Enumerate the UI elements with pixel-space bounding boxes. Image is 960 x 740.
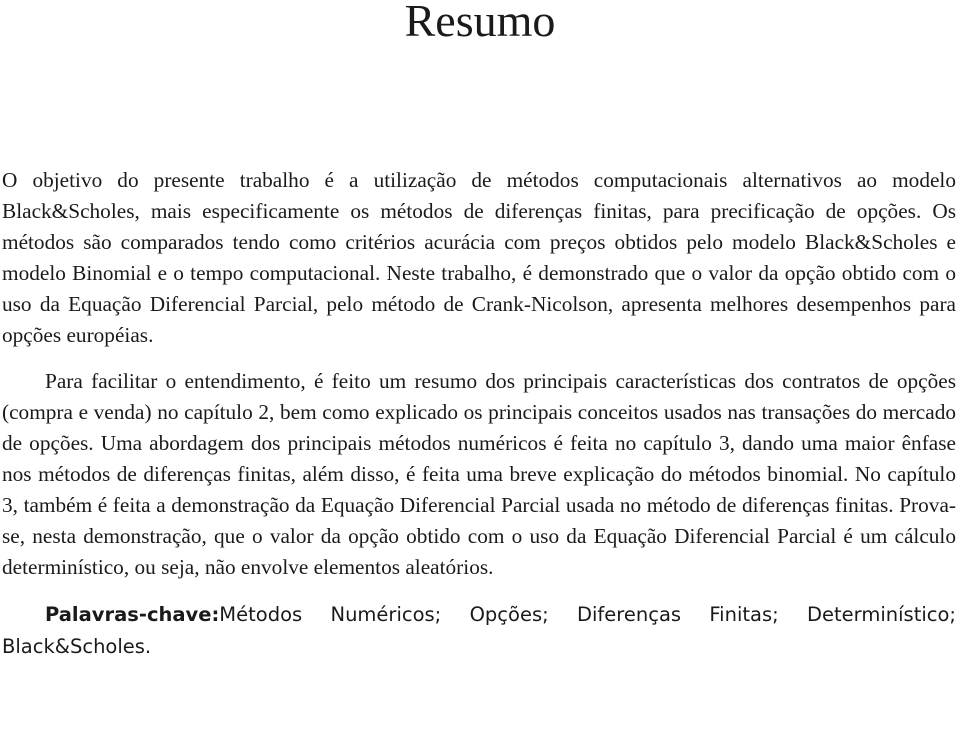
abstract-paragraph-1: O objetivo do presente trabalho é a utilização de métodos computacionais alternativos ao modelo Black&Scholes, mais especificamente os métodos de diferenças finitas, para precificação de opções. Os métodos são comparados tendo como critérios acurácia com preços obtidos pelo modelo Black&Scholes e modelo Binomial e o tempo computacional. Neste trabalho, é demonstrado que o valor da opção obtido com o uso da Equação Diferencial Parcial, pelo método de Crank-Nicolson, apresenta melhores desempenhos para opções européias. <box>2 168 956 347</box>
keywords-text: Métodos Numéricos; Opções; Diferenças Finitas; Determinístico; Black&Scholes. <box>2 602 956 658</box>
abstract-paragraph-2: Para facilitar o entendimento, é feito um resumo dos principais características dos contratos de opções (compra e venda) no capítulo 2, bem como explicado os principais conceitos usados nas transações do mercado de opções. Uma abordagem dos principais métodos numéricos é feita no capítulo 3, dando uma maior ênfase nos métodos de diferenças finitas, além disso, é feita uma breve explicação do métodos binomial. No capítulo 3, também é feita a demonstração da Equação Diferencial Parcial usada no método de diferenças finitas. Prova-se, nesta demonstração, que o valor da opção obtido com o uso da Equação Diferencial Parcial é um cálculo determinístico, ou seja, não envolve elementos aleatórios. <box>2 369 956 579</box>
keywords-label: Palavras-chave: <box>45 602 220 626</box>
keywords-line <box>2 599 956 663</box>
abstract-body <box>2 165 956 663</box>
page-title: Resumo <box>404 0 556 46</box>
